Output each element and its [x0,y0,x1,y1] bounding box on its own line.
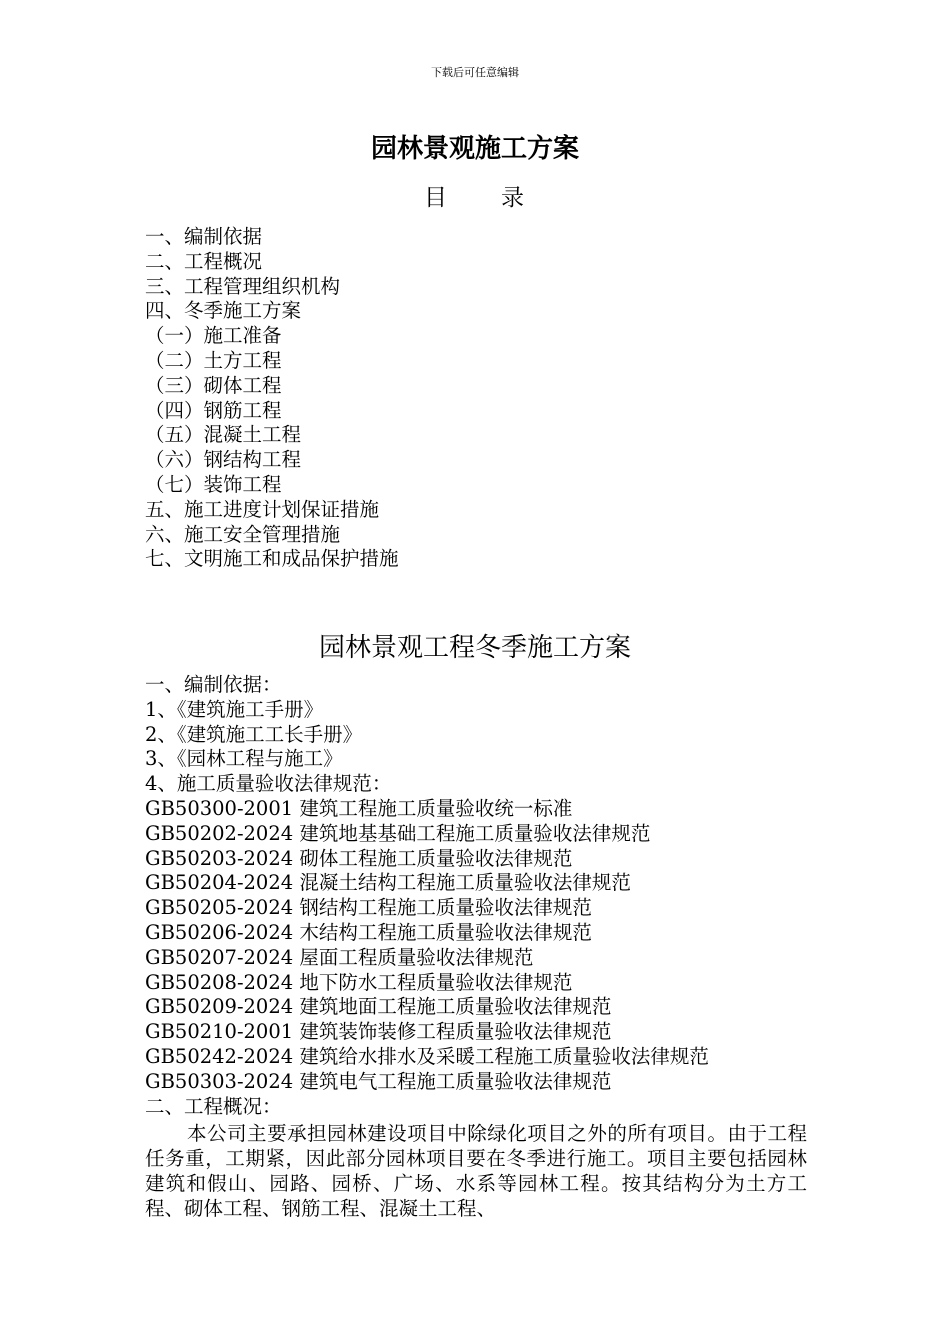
toc-item: 二、工程概况 [145,249,263,273]
toc-item: （六）钢结构工程 [145,448,302,472]
toc-item: （五）混凝土工程 [145,423,302,447]
toc-item: 三、工程管理组织机构 [145,274,341,298]
section-body [145,673,825,1119]
toc-heading-right: 录 [501,185,526,211]
standard-line: GB50202-2024 建筑地基基础工程施工质量验收法律规范 [145,821,651,845]
toc-heading-left: 目 [424,185,449,211]
toc-item: （四）钢筋工程 [145,398,282,422]
standard-line: GB50205-2024 钢结构工程施工质量验收法律规范 [145,896,592,920]
standard-line: GB50210-2001 建筑装饰装修工程质量验收法律规范 [145,1020,612,1044]
section-line: 4、施工质量验收法律规范： [145,772,392,796]
section-line: 3、《园林工程与施工》 [145,747,343,771]
standard-line: GB50242-2024 建筑给水排水及采暖工程施工质量验收法律规范 [145,1044,709,1068]
standard-line: GB50207-2024 屋面工程质量验收法律规范 [145,945,534,969]
section-line: 1、《建筑施工手册》 [145,697,324,721]
toc-item: （二）土方工程 [145,348,282,372]
header-note: 下载后可任意编辑 [431,66,519,79]
toc-item: 一、编制依据 [145,225,263,248]
toc-item: （一）施工准备 [145,324,282,348]
toc-item: （三）砌体工程 [145,373,282,397]
toc-item: 七、文明施工和成品保护措施 [145,547,399,571]
section-line: 一、编制依据： [145,673,282,696]
toc-heading [0,183,950,213]
standard-line: GB50209-2024 建筑地面工程施工质量验收法律规范 [145,995,612,1019]
section-line: 2、《建筑施工工长手册》 [145,722,363,746]
table-of-contents [145,225,825,572]
standard-line: GB50203-2024 砌体工程施工质量验收法律规范 [145,846,573,870]
standard-line: GB50204-2024 混凝土结构工程施工质量验收法律规范 [145,871,631,895]
document-title: 园林景观施工方案 [370,134,579,164]
standard-line: GB50206-2024 木结构工程施工质量验收法律规范 [145,920,592,944]
overview-paragraph: 本公司主要承担园林建设项目中除绿化项目之外的所有项目。由于工程任务重，工期紧，因此部分园林项目要在冬季进行施工。项目主要包括园林建筑和假山、园路、园桥、广场、水系等园林工程。按其结构分为土方工程、砌体工程、钢筋工程、混凝土工程、 [145,1122,807,1220]
toc-item: 六、施工安全管理措施 [145,522,341,546]
section-line: 二、工程概况： [145,1094,282,1118]
toc-item: （七）装饰工程 [145,472,282,496]
standard-line: GB50303-2024 建筑电气工程施工质量验收法律规范 [145,1069,612,1093]
standard-line: GB50300-2001 建筑工程施工质量验收统一标准 [145,796,573,820]
toc-item: 五、施工进度计划保证措施 [145,497,380,521]
standard-line: GB50208-2024 地下防水工程质量验收法律规范 [145,970,573,994]
toc-item: 四、冬季施工方案 [145,299,302,323]
section-title: 园林景观工程冬季施工方案 [318,633,631,663]
